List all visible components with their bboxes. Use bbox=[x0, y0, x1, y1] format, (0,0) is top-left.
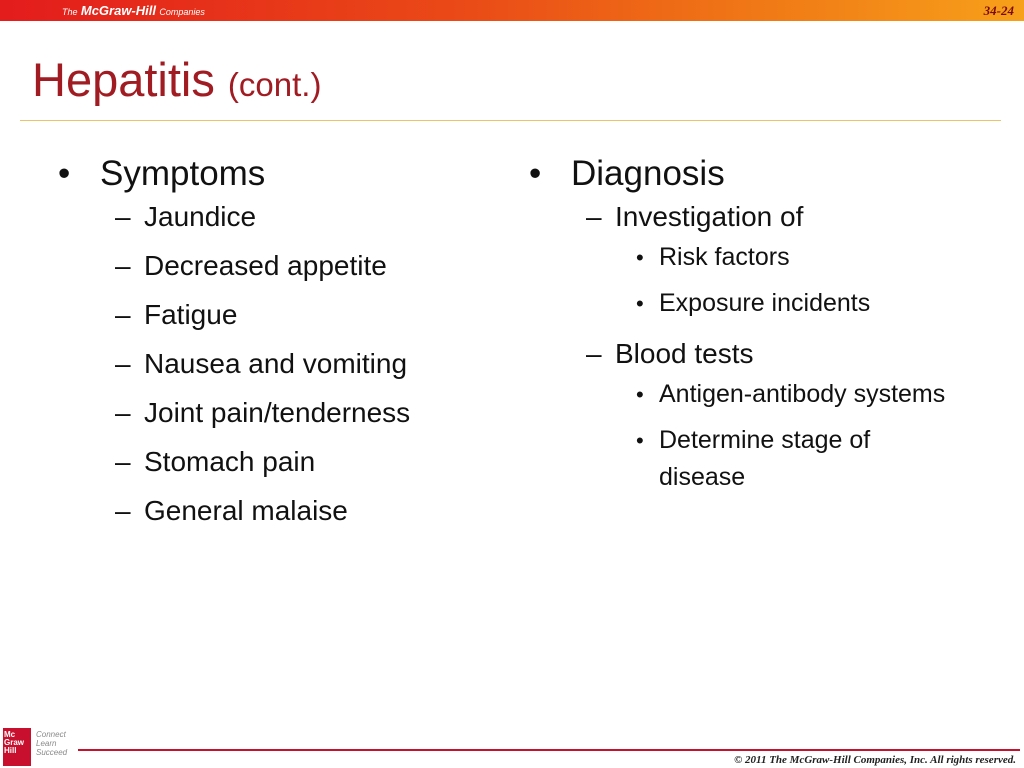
symptom-item bbox=[100, 396, 498, 430]
footer-divider bbox=[78, 749, 1020, 751]
diagnosis-group-label: Investigation of bbox=[615, 201, 804, 232]
diagnosis-subitem bbox=[615, 376, 949, 413]
diagnosis-subitem bbox=[615, 422, 949, 496]
diagnosis-bullet bbox=[529, 152, 949, 496]
symptom-item bbox=[100, 298, 498, 332]
header-bar bbox=[0, 0, 1024, 21]
dash-marker: – bbox=[115, 397, 131, 428]
tagline-line: Learn bbox=[36, 739, 57, 748]
logo-line: Mc bbox=[4, 730, 16, 739]
diagnosis-group bbox=[571, 337, 949, 496]
symptom-label: Jaundice bbox=[144, 201, 257, 232]
mcgraw-hill-logo bbox=[3, 728, 31, 766]
diagnosis-list bbox=[571, 200, 949, 496]
diagnosis-sublist bbox=[615, 376, 949, 496]
symptom-item bbox=[100, 249, 498, 283]
diagnosis-column bbox=[529, 152, 949, 511]
brand-suffix: Companies bbox=[159, 7, 205, 17]
symptom-item bbox=[100, 200, 498, 234]
bullet-marker: • bbox=[636, 382, 644, 407]
symptoms-bullet bbox=[58, 152, 498, 528]
symptoms-list bbox=[100, 200, 498, 528]
diagnosis-heading: Diagnosis bbox=[571, 154, 725, 193]
symptom-label: Nausea and vomiting bbox=[144, 348, 408, 379]
dash-marker: – bbox=[115, 299, 131, 330]
symptom-item bbox=[100, 445, 498, 479]
title-divider bbox=[20, 120, 1001, 121]
brand-prefix: The bbox=[62, 7, 78, 17]
dash-marker: – bbox=[115, 495, 131, 526]
symptom-label: General malaise bbox=[144, 495, 348, 526]
symptom-label: Stomach pain bbox=[144, 446, 316, 477]
diagnosis-subitem bbox=[615, 239, 949, 276]
slide-title bbox=[32, 52, 321, 113]
diagnosis-group bbox=[571, 200, 949, 322]
symptom-item bbox=[100, 347, 498, 381]
symptom-label: Joint pain/tenderness bbox=[144, 397, 411, 428]
copyright-notice: © 2011 The McGraw-Hill Companies, Inc. All rights reserved. bbox=[734, 754, 1016, 766]
logo-line: Hill bbox=[4, 746, 17, 755]
bullet-marker: • bbox=[636, 245, 644, 270]
symptom-label: Decreased appetite bbox=[144, 250, 387, 281]
diagnosis-group-label: Blood tests bbox=[615, 338, 754, 369]
dash-marker: – bbox=[115, 201, 131, 232]
diagnosis-subitem-label: Antigen-antibody systems bbox=[659, 380, 946, 408]
tagline-line: Succeed bbox=[36, 748, 68, 757]
diagnosis-subitem bbox=[615, 285, 949, 322]
bullet-marker: • bbox=[529, 154, 542, 193]
dash-marker: – bbox=[115, 348, 131, 379]
bullet-marker: • bbox=[636, 428, 644, 453]
symptom-item bbox=[100, 494, 498, 528]
dash-marker: – bbox=[586, 338, 602, 369]
symptom-label: Fatigue bbox=[144, 299, 238, 330]
logo-tagline bbox=[36, 730, 67, 757]
tagline-line: Connect bbox=[36, 730, 66, 739]
diagnosis-subitem-label: Exposure incidents bbox=[659, 289, 871, 317]
brand-wordmark bbox=[62, 3, 205, 20]
bullet-marker: • bbox=[636, 291, 644, 316]
bullet-marker: • bbox=[58, 154, 71, 193]
diagnosis-subitem-label: Determine stage of disease bbox=[659, 426, 871, 491]
symptoms-heading: Symptoms bbox=[100, 154, 266, 193]
dash-marker: – bbox=[586, 201, 602, 232]
title-sub: (cont.) bbox=[227, 66, 322, 103]
symptoms-column bbox=[58, 152, 498, 543]
dash-marker: – bbox=[115, 250, 131, 281]
slide-number: 34-24 bbox=[983, 3, 1014, 18]
dash-marker: – bbox=[115, 446, 131, 477]
title-main: Hepatitis bbox=[32, 53, 215, 106]
diagnosis-subitem-label: Risk factors bbox=[659, 243, 790, 271]
brand-name: McGraw-Hill bbox=[80, 3, 156, 18]
logo-line: Graw bbox=[4, 738, 25, 747]
diagnosis-sublist bbox=[615, 239, 949, 322]
